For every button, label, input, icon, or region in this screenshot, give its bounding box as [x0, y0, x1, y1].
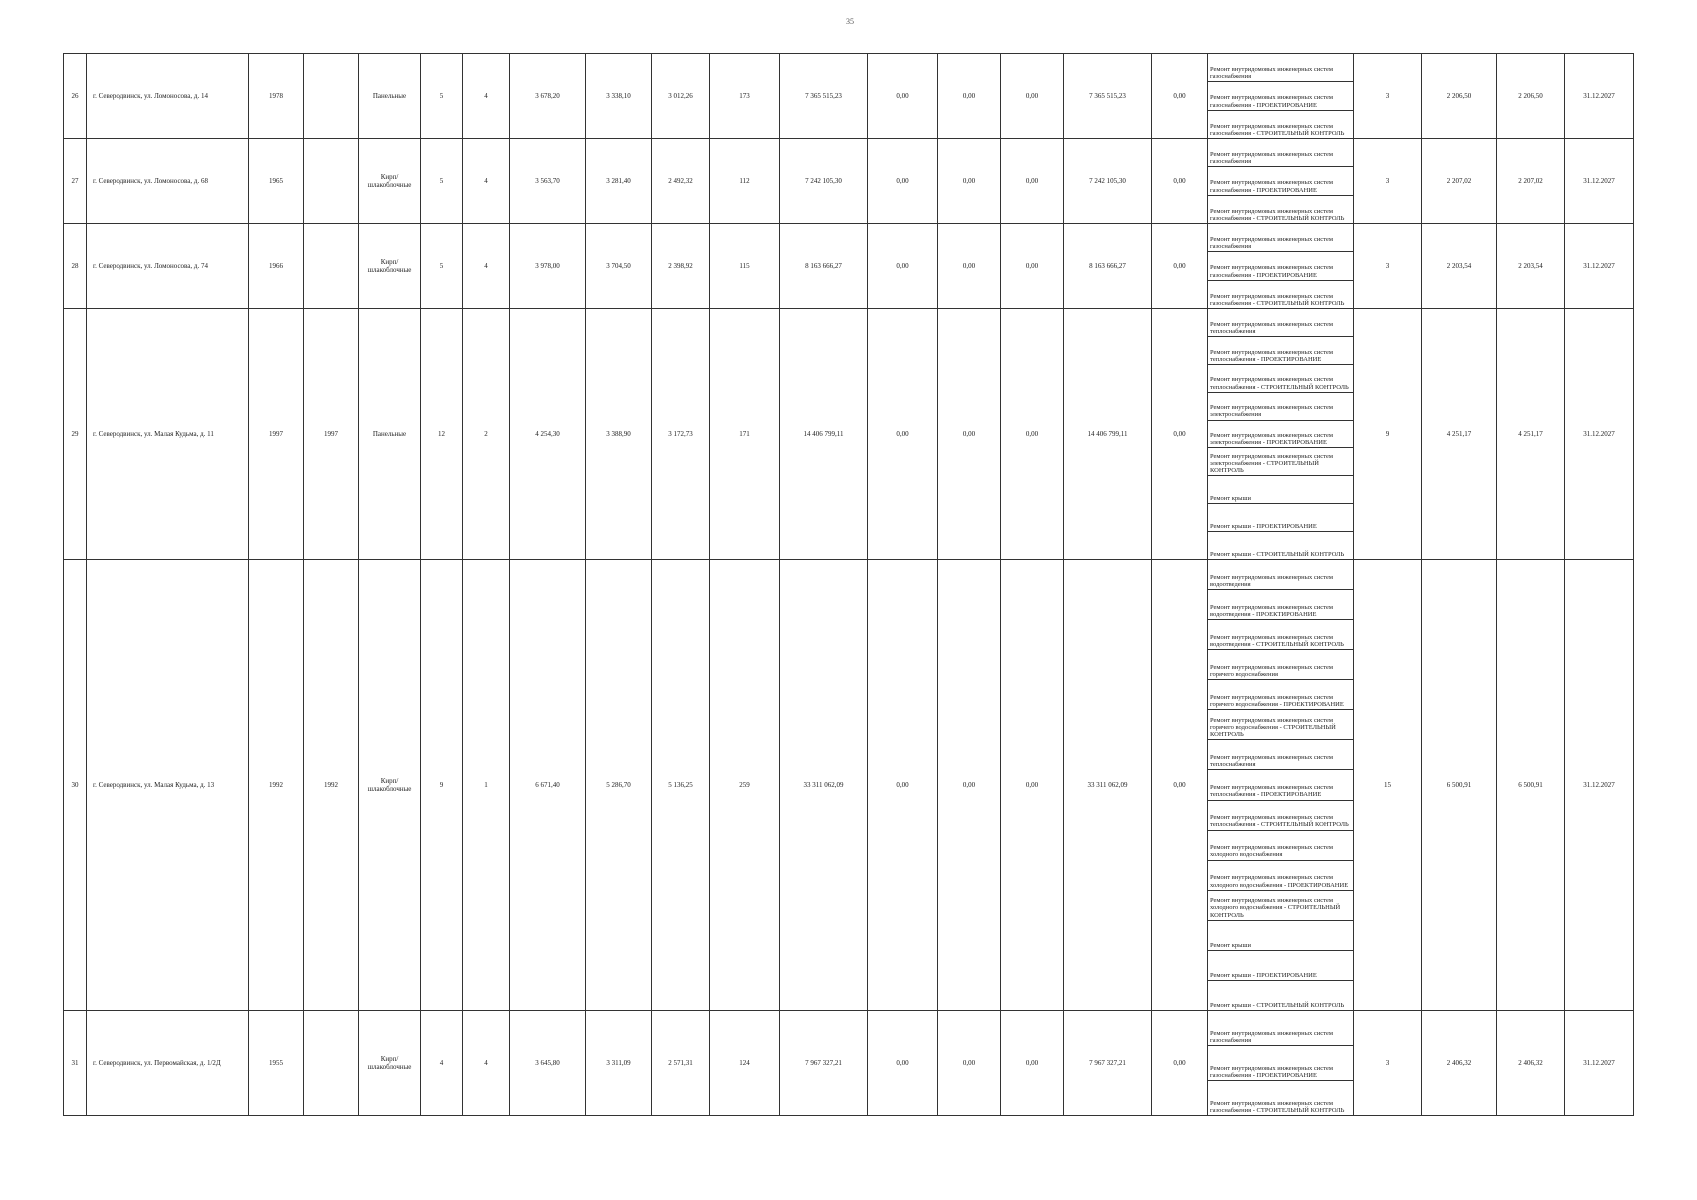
work-item-label: Ремонт внутридомовых инженерных систем электроснабжения - ПРОЕКТИРОВАНИЕ — [1210, 432, 1333, 447]
other-funds-cell: 0,00 — [1152, 1011, 1208, 1116]
premises-area-cell: 3 338,10 — [586, 54, 652, 139]
address-cell: г. Северодвинск, ул. Ломоносова, д. 68 — [87, 139, 249, 224]
floors-cell: 5 — [421, 224, 463, 309]
work-item-label: Ремонт внутридомовых инженерных систем теплоснабжения - ПРОЕКТИРОВАНИЕ — [1210, 348, 1333, 363]
year-major-repair-cell — [304, 1011, 359, 1116]
row-number-cell: 31 — [64, 1011, 87, 1116]
work-item — [1208, 1081, 1353, 1115]
work-item — [1208, 54, 1353, 82]
work-item-label: Ремонт внутридомовых инженерных систем электроснабжения — [1210, 404, 1333, 419]
residents-cell: 112 — [710, 139, 780, 224]
work-item-label: Ремонт внутридомовых инженерных систем водоотведения - СТРОИТЕЛЬНЫЙ КОНТРОЛЬ — [1210, 633, 1344, 649]
work-item — [1208, 981, 1353, 1010]
owners-funds-cell: 8 163 666,27 — [1064, 224, 1152, 309]
wall-material-cell: Кирп/ шлакоблочные — [359, 139, 421, 224]
unit-cost-cell: 2 203,54 — [1422, 224, 1497, 309]
work-item-label: Ремонт внутридомовых инженерных систем холодного водоснабжения - СТРОИТЕЛЬНЫЙ КОНТРОЛЬ — [1210, 897, 1341, 919]
deadline-cell: 31.12.2027 — [1565, 224, 1634, 309]
work-item-label: Ремонт внутридомовых инженерных систем газоснабжения — [1210, 66, 1333, 81]
work-item-label: Ремонт крыши — [1210, 495, 1251, 503]
total-cost-cell: 7 242 105,30 — [780, 139, 868, 224]
table-row — [64, 54, 1634, 139]
works-list — [1208, 309, 1353, 559]
table-row — [64, 560, 1634, 1011]
max-unit-cost-cell: 2 206,50 — [1497, 54, 1565, 139]
regional-funds-cell: 0,00 — [938, 54, 1001, 139]
work-item-label: Ремонт внутридомовых инженерных систем теплоснабжения - ПРОЕКТИРОВАНИЕ — [1210, 784, 1333, 799]
year-built-cell: 1966 — [249, 224, 304, 309]
regional-funds-cell: 0,00 — [938, 560, 1001, 1011]
work-item — [1208, 82, 1353, 110]
owners-funds-cell: 7 967 327,21 — [1064, 1011, 1152, 1116]
year-built-cell: 1978 — [249, 54, 304, 139]
year-major-repair-cell: 1997 — [304, 309, 359, 560]
work-item — [1208, 620, 1353, 650]
deadline-cell: 31.12.2027 — [1565, 54, 1634, 139]
works-count-cell: 9 — [1354, 309, 1422, 560]
work-item — [1208, 891, 1353, 921]
work-item-label: Ремонт внутридомовых инженерных систем газоснабжения — [1210, 236, 1333, 251]
total-area-cell: 3 645,80 — [510, 1011, 586, 1116]
works-list-cell — [1208, 560, 1354, 1011]
work-item-label: Ремонт внутридомовых инженерных систем теплоснабжения — [1210, 754, 1333, 769]
total-area-cell: 6 671,40 — [510, 560, 586, 1011]
other-funds-cell: 0,00 — [1152, 54, 1208, 139]
entrances-cell: 4 — [463, 1011, 510, 1116]
entrances-cell: 4 — [463, 139, 510, 224]
works-list-cell — [1208, 54, 1354, 139]
year-built-cell: 1955 — [249, 1011, 304, 1116]
work-item — [1208, 393, 1353, 421]
work-item — [1208, 504, 1353, 532]
works-list — [1208, 224, 1353, 308]
row-number-cell: 30 — [64, 560, 87, 1011]
entrances-cell: 2 — [463, 309, 510, 560]
local-funds-cell: 0,00 — [1001, 54, 1064, 139]
other-funds-cell: 0,00 — [1152, 139, 1208, 224]
wall-material-cell: Панельные — [359, 309, 421, 560]
work-item — [1208, 740, 1353, 770]
works-list — [1208, 560, 1353, 1010]
works-list-cell — [1208, 224, 1354, 309]
work-item-label: Ремонт внутридомовых инженерных систем горячего водоснабжения — [1210, 663, 1333, 679]
residential-area-cell: 3 012,26 — [652, 54, 710, 139]
work-item — [1208, 281, 1353, 308]
work-item — [1208, 831, 1353, 861]
works-list — [1208, 139, 1353, 223]
work-item-label: Ремонт внутридомовых инженерных систем теплоснабжения - СТРОИТЕЛЬНЫЙ КОНТРОЛЬ — [1210, 814, 1349, 829]
work-item-label: Ремонт внутридомовых инженерных систем водоотведения — [1210, 573, 1333, 588]
work-item-label: Ремонт внутридомовых инженерных систем горячего водоснабжения - СТРОИТЕЛЬНЫЙ КОНТРОЛЬ — [1210, 716, 1336, 739]
wall-material-cell: Кирп/ шлакоблочные — [359, 1011, 421, 1116]
works-count-cell: 3 — [1354, 1011, 1422, 1116]
other-funds-cell: 0,00 — [1152, 309, 1208, 560]
entrances-cell: 1 — [463, 560, 510, 1011]
work-item-label: Ремонт внутридомовых инженерных систем теплоснабжения - СТРОИТЕЛЬНЫЙ КОНТРОЛЬ — [1210, 376, 1349, 391]
row-number-cell: 29 — [64, 309, 87, 560]
work-item — [1208, 951, 1353, 981]
work-item — [1208, 421, 1353, 449]
work-item-label: Ремонт внутридомовых инженерных систем газоснабжения - ПРОЕКТИРОВАНИЕ — [1210, 264, 1333, 279]
floors-cell: 9 — [421, 560, 463, 1011]
year-built-cell: 1997 — [249, 309, 304, 560]
address-cell: г. Северодвинск, ул. Ломоносова, д. 14 — [87, 54, 249, 139]
wall-material-cell: Кирп/ шлакоблочные — [359, 224, 421, 309]
work-item-label: Ремонт внутридомовых инженерных систем холодного водоснабжения - ПРОЕКТИРОВАНИЕ — [1210, 874, 1349, 889]
work-item-label: Ремонт внутридомовых инженерных систем газоснабжения - ПРОЕКТИРОВАНИЕ — [1210, 1064, 1333, 1079]
floors-cell: 5 — [421, 139, 463, 224]
residential-area-cell: 5 136,25 — [652, 560, 710, 1011]
work-item — [1208, 224, 1353, 252]
regional-funds-cell: 0,00 — [938, 224, 1001, 309]
address-cell: г. Северодвинск, ул. Малая Кудьма, д. 11 — [87, 309, 249, 560]
address-cell: г. Северодвинск, ул. Малая Кудьма, д. 13 — [87, 560, 249, 1011]
deadline-cell: 31.12.2027 — [1565, 309, 1634, 560]
premises-area-cell: 3 281,40 — [586, 139, 652, 224]
works-list — [1208, 1011, 1353, 1115]
total-area-cell: 3 563,70 — [510, 139, 586, 224]
federal-funds-cell: 0,00 — [868, 309, 938, 560]
year-major-repair-cell — [304, 54, 359, 139]
work-item-label: Ремонт крыши - СТРОИТЕЛЬНЫЙ КОНТРОЛЬ — [1210, 1001, 1345, 1009]
residents-cell: 171 — [710, 309, 780, 560]
unit-cost-cell: 2 406,32 — [1422, 1011, 1497, 1116]
regional-funds-cell: 0,00 — [938, 309, 1001, 560]
residents-cell: 124 — [710, 1011, 780, 1116]
max-unit-cost-cell: 2 207,02 — [1497, 139, 1565, 224]
work-item-label: Ремонт крыши — [1210, 941, 1251, 949]
row-number-cell: 26 — [64, 54, 87, 139]
unit-cost-cell: 2 206,50 — [1422, 54, 1497, 139]
max-unit-cost-cell: 4 251,17 — [1497, 309, 1565, 560]
owners-funds-cell: 33 311 062,09 — [1064, 560, 1152, 1011]
address-cell: г. Северодвинск, ул. Ломоносова, д. 74 — [87, 224, 249, 309]
other-funds-cell: 0,00 — [1152, 224, 1208, 309]
work-item — [1208, 111, 1353, 138]
work-item-label: Ремонт внутридомовых инженерных систем газоснабжения - СТРОИТЕЛЬНЫЙ КОНТРОЛЬ — [1210, 292, 1345, 307]
work-item-label: Ремонт внутридомовых инженерных систем газоснабжения — [1210, 151, 1333, 166]
work-item — [1208, 1046, 1353, 1081]
premises-area-cell: 3 388,90 — [586, 309, 652, 560]
premises-area-cell: 3 311,09 — [586, 1011, 652, 1116]
residents-cell: 259 — [710, 560, 780, 1011]
row-number-cell: 27 — [64, 139, 87, 224]
owners-funds-cell: 14 406 799,11 — [1064, 309, 1152, 560]
work-item-label: Ремонт внутридомовых инженерных систем газоснабжения - СТРОИТЕЛЬНЫЙ КОНТРОЛЬ — [1210, 122, 1345, 137]
table-row — [64, 309, 1634, 560]
regional-funds-cell: 0,00 — [938, 1011, 1001, 1116]
work-item — [1208, 532, 1353, 559]
work-item-label: Ремонт крыши - ПРОЕКТИРОВАНИЕ — [1210, 522, 1317, 530]
year-major-repair-cell: 1992 — [304, 560, 359, 1011]
regional-funds-cell: 0,00 — [938, 139, 1001, 224]
other-funds-cell: 0,00 — [1152, 560, 1208, 1011]
works-count-cell: 15 — [1354, 560, 1422, 1011]
work-item — [1208, 710, 1353, 740]
work-item — [1208, 680, 1353, 710]
table-row — [64, 1011, 1634, 1116]
total-area-cell: 3 978,00 — [510, 224, 586, 309]
work-item — [1208, 476, 1353, 504]
work-item — [1208, 196, 1353, 223]
local-funds-cell: 0,00 — [1001, 224, 1064, 309]
total-cost-cell: 33 311 062,09 — [780, 560, 868, 1011]
residential-area-cell: 2 571,31 — [652, 1011, 710, 1116]
wall-material-cell: Кирп/ шлакоблочные — [359, 560, 421, 1011]
work-item-label: Ремонт внутридомовых инженерных систем газоснабжения - СТРОИТЕЛЬНЫЙ КОНТРОЛЬ — [1210, 207, 1345, 222]
deadline-cell: 31.12.2027 — [1565, 1011, 1634, 1116]
residential-area-cell: 2 492,32 — [652, 139, 710, 224]
repair-register-table — [63, 53, 1634, 1116]
work-item — [1208, 1011, 1353, 1046]
work-item — [1208, 770, 1353, 800]
deadline-cell: 31.12.2027 — [1565, 560, 1634, 1011]
works-count-cell: 3 — [1354, 54, 1422, 139]
premises-area-cell: 5 286,70 — [586, 560, 652, 1011]
works-count-cell: 3 — [1354, 139, 1422, 224]
federal-funds-cell: 0,00 — [868, 224, 938, 309]
entrances-cell: 4 — [463, 224, 510, 309]
work-item — [1208, 448, 1353, 476]
residential-area-cell: 3 172,73 — [652, 309, 710, 560]
work-item-label: Ремонт внутридомовых инженерных систем теплоснабжения — [1210, 320, 1333, 335]
residents-cell: 115 — [710, 224, 780, 309]
federal-funds-cell: 0,00 — [868, 54, 938, 139]
works-list-cell — [1208, 1011, 1354, 1116]
work-item — [1208, 337, 1353, 365]
year-built-cell: 1965 — [249, 139, 304, 224]
work-item — [1208, 590, 1353, 620]
floors-cell: 5 — [421, 54, 463, 139]
residential-area-cell: 2 398,92 — [652, 224, 710, 309]
unit-cost-cell: 4 251,17 — [1422, 309, 1497, 560]
entrances-cell: 4 — [463, 54, 510, 139]
work-item-label: Ремонт внутридомовых инженерных систем горячего водоснабжения - ПРОЕКТИРОВАНИЕ — [1210, 694, 1344, 709]
work-item — [1208, 365, 1353, 393]
wall-material-cell: Панельные — [359, 54, 421, 139]
work-item-label: Ремонт внутридомовых инженерных систем газоснабжения - ПРОЕКТИРОВАНИЕ — [1210, 94, 1333, 109]
deadline-cell: 31.12.2027 — [1565, 139, 1634, 224]
work-item-label: Ремонт внутридомовых инженерных систем электроснабжения - СТРОИТЕЛЬНЫЙ КОНТРОЛЬ — [1210, 452, 1333, 475]
work-item-label: Ремонт внутридомовых инженерных систем водоотведения - ПРОЕКТИРОВАНИЕ — [1210, 603, 1333, 618]
works-list-cell — [1208, 309, 1354, 560]
year-built-cell: 1992 — [249, 560, 304, 1011]
table-row — [64, 139, 1634, 224]
work-item — [1208, 921, 1353, 951]
residents-cell: 173 — [710, 54, 780, 139]
work-item-label: Ремонт внутридомовых инженерных систем газоснабжения - СТРОИТЕЛЬНЫЙ КОНТРОЛЬ — [1210, 1099, 1345, 1114]
table-row — [64, 224, 1634, 309]
work-item — [1208, 309, 1353, 337]
work-item — [1208, 560, 1353, 590]
total-cost-cell: 8 163 666,27 — [780, 224, 868, 309]
work-item — [1208, 252, 1353, 280]
owners-funds-cell: 7 242 105,30 — [1064, 139, 1152, 224]
max-unit-cost-cell: 2 203,54 — [1497, 224, 1565, 309]
work-item — [1208, 861, 1353, 891]
row-number-cell: 28 — [64, 224, 87, 309]
total-cost-cell: 7 365 515,23 — [780, 54, 868, 139]
work-item — [1208, 650, 1353, 680]
owners-funds-cell: 7 365 515,23 — [1064, 54, 1152, 139]
work-item-label: Ремонт крыши - СТРОИТЕЛЬНЫЙ КОНТРОЛЬ — [1210, 550, 1345, 558]
federal-funds-cell: 0,00 — [868, 560, 938, 1011]
floors-cell: 12 — [421, 309, 463, 560]
year-major-repair-cell — [304, 139, 359, 224]
work-item — [1208, 167, 1353, 195]
work-item-label: Ремонт внутридомовых инженерных систем холодного водоснабжения — [1210, 844, 1333, 859]
local-funds-cell: 0,00 — [1001, 139, 1064, 224]
work-item-label: Ремонт внутридомовых инженерных систем газоснабжения - ПРОЕКТИРОВАНИЕ — [1210, 179, 1333, 194]
unit-cost-cell: 6 500,91 — [1422, 560, 1497, 1011]
total-area-cell: 4 254,30 — [510, 309, 586, 560]
unit-cost-cell: 2 207,02 — [1422, 139, 1497, 224]
premises-area-cell: 3 704,50 — [586, 224, 652, 309]
total-cost-cell: 14 406 799,11 — [780, 309, 868, 560]
total-cost-cell: 7 967 327,21 — [780, 1011, 868, 1116]
work-item-label: Ремонт внутридомовых инженерных систем газоснабжения — [1210, 1029, 1333, 1044]
total-area-cell: 3 678,20 — [510, 54, 586, 139]
work-item — [1208, 139, 1353, 167]
local-funds-cell: 0,00 — [1001, 309, 1064, 560]
address-cell: г. Северодвинск, ул. Первомайская, д. 1/2Д — [87, 1011, 249, 1116]
works-list — [1208, 54, 1353, 138]
max-unit-cost-cell: 6 500,91 — [1497, 560, 1565, 1011]
local-funds-cell: 0,00 — [1001, 1011, 1064, 1116]
work-item-label: Ремонт крыши - ПРОЕКТИРОВАНИЕ — [1210, 971, 1317, 979]
max-unit-cost-cell: 2 406,32 — [1497, 1011, 1565, 1116]
federal-funds-cell: 0,00 — [868, 1011, 938, 1116]
works-count-cell: 3 — [1354, 224, 1422, 309]
work-item — [1208, 801, 1353, 831]
local-funds-cell: 0,00 — [1001, 560, 1064, 1011]
federal-funds-cell: 0,00 — [868, 139, 938, 224]
page-number: 35 — [846, 17, 854, 26]
floors-cell: 4 — [421, 1011, 463, 1116]
works-list-cell — [1208, 139, 1354, 224]
year-major-repair-cell — [304, 224, 359, 309]
